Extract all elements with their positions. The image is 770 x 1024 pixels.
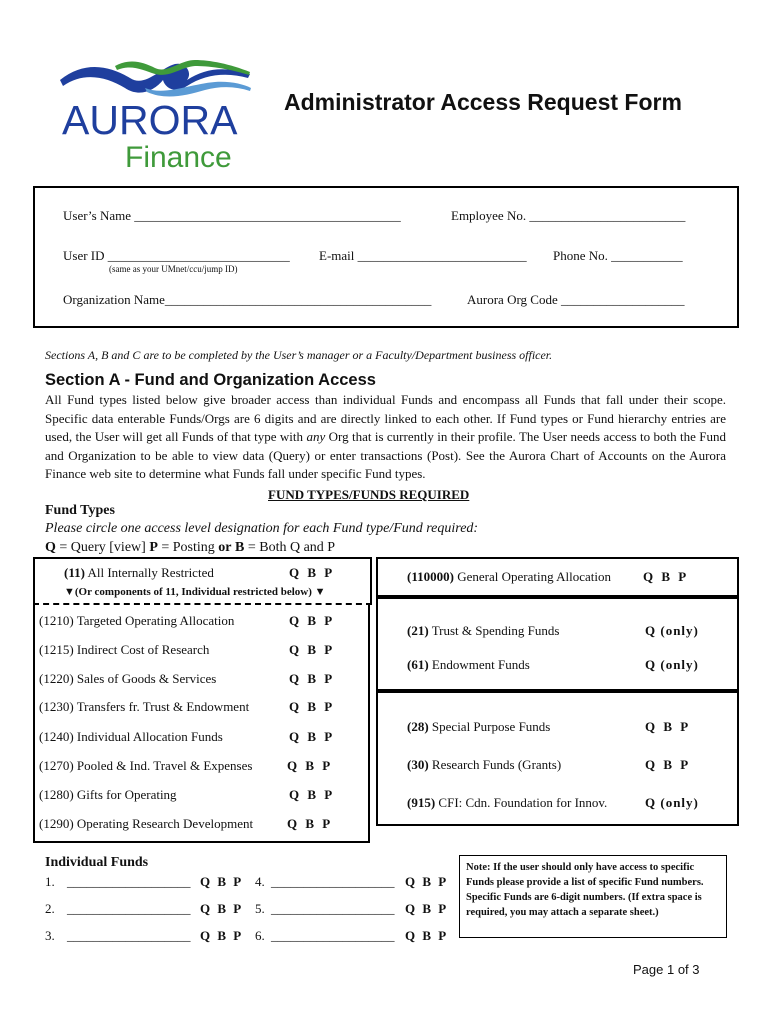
legend-q: Q: [45, 540, 56, 555]
fund-levels-915[interactable]: Q (only): [645, 795, 699, 810]
fund-name: Special Purpose Funds: [431, 719, 551, 734]
legend-q-text: = Query [view]: [55, 540, 150, 555]
fund-blank-field[interactable]: ___________________: [67, 874, 191, 889]
fund-levels-1215[interactable]: Q B P: [289, 642, 334, 657]
fund-levels[interactable]: Q B P: [200, 928, 243, 943]
fund-number-label: 2.: [45, 901, 55, 916]
restricted-row[interactable]: [64, 565, 214, 581]
fund-levels[interactable]: Q B P: [200, 874, 243, 889]
fund-row-61[interactable]: [407, 657, 530, 673]
fund-code: (28): [407, 719, 429, 734]
fund-number-label: 6.: [255, 928, 265, 943]
fund-code: (1270): [39, 758, 74, 773]
fund-levels-1220[interactable]: Q B P: [289, 671, 334, 686]
section-a-heading: Section A - Fund and Organization Access: [45, 371, 376, 389]
individual-funds-heading: Individual Funds: [45, 855, 149, 870]
phone-field[interactable]: Phone No. ___________: [553, 248, 683, 263]
page-title: Administrator Access Request Form: [284, 89, 682, 115]
fund-levels-61[interactable]: Q (only): [645, 657, 699, 672]
individual-fund-row-1[interactable]: [45, 874, 450, 892]
fund-levels[interactable]: Q B P: [405, 928, 448, 943]
fund-name: Trust & Spending Funds: [431, 623, 560, 638]
fund-types-required-heading: FUND TYPES/FUNDS REQUIRED: [268, 487, 470, 502]
fund-name: Operating Research Development: [76, 816, 254, 831]
components-note: ▼(Or components of 11, Individual restricted below) ▼: [64, 586, 326, 598]
legend-p: P: [149, 540, 158, 555]
legend-or: or: [218, 540, 232, 555]
fund-row-30[interactable]: [407, 757, 561, 773]
fund-blank-field[interactable]: ___________________: [271, 928, 395, 943]
fund-code: (21): [407, 623, 429, 638]
specific-funds-note-box: [459, 855, 727, 938]
fund-name: Targeted Operating Allocation: [76, 613, 235, 628]
fund-levels-1210[interactable]: Q B P: [289, 613, 334, 628]
individual-fund-row-2[interactable]: [45, 901, 450, 919]
legend-b-text: = Both Q and P: [244, 540, 336, 555]
sections-note: Sections A, B and C are to be completed by the User’s manager or a Faculty/Department business officer.: [45, 348, 553, 362]
fund-blank-field[interactable]: ___________________: [271, 901, 395, 916]
fund-types-label: Fund Types: [45, 503, 115, 518]
fund-name: CFI: Cdn. Foundation for Innov.: [438, 795, 608, 810]
operating-row[interactable]: [407, 569, 611, 585]
fund-code: (1220): [39, 671, 74, 686]
org-code-field[interactable]: Aurora Org Code ___________________: [467, 292, 685, 307]
restricted-code: (11): [64, 565, 85, 580]
fund-levels-1240[interactable]: Q B P: [289, 729, 334, 744]
fund-code: (30): [407, 757, 429, 772]
fund-code: (915): [407, 795, 436, 810]
fund-name: Transfers fr. Trust & Endowment: [76, 699, 250, 714]
fund-code: (1230): [39, 699, 74, 714]
fund-levels-1270[interactable]: Q B P: [287, 758, 332, 773]
fund-name: Research Funds (Grants): [431, 757, 562, 772]
operating-name: General Operating Allocation: [453, 569, 611, 584]
restricted-levels[interactable]: Q B P: [289, 565, 334, 580]
operating-code: (110000): [407, 569, 454, 584]
fund-blank-field[interactable]: ___________________: [67, 928, 191, 943]
fund-row-915[interactable]: [407, 795, 607, 811]
section-a-paragraph: [45, 391, 726, 484]
legend-b: B: [235, 540, 245, 555]
individual-fund-row-3[interactable]: [45, 928, 450, 946]
fund-name: Gifts for Operating: [76, 787, 177, 802]
fund-number-label: 3.: [45, 928, 55, 943]
access-legend: [45, 540, 335, 556]
fund-code: (1210): [39, 613, 74, 628]
fund-levels[interactable]: Q B P: [405, 901, 448, 916]
operating-levels[interactable]: Q B P: [643, 569, 688, 584]
aurora-logo: [55, 58, 255, 178]
users-name-field[interactable]: User’s Name _________________________________________: [63, 208, 401, 223]
fund-levels-30[interactable]: Q B P: [645, 757, 690, 772]
fund-code: (1290): [39, 816, 74, 831]
left-column-border: [33, 605, 370, 843]
fund-levels-1280[interactable]: Q B P: [289, 787, 334, 802]
fund-types-instruction: Please circle one access level designation for each Fund type/Fund required:: [45, 521, 479, 536]
fund-levels-1230[interactable]: Q B P: [289, 699, 334, 714]
logo-finance-text: Finance: [125, 141, 232, 174]
fund-name: Sales of Goods & Services: [76, 671, 217, 686]
fund-number-label: 1.: [45, 874, 55, 889]
fund-name: Pooled & Ind. Travel & Expenses: [76, 758, 253, 773]
employee-no-field[interactable]: Employee No. ________________________: [451, 208, 686, 223]
user-id-field[interactable]: User ID ____________________________: [63, 248, 290, 263]
fund-blank-field[interactable]: ___________________: [271, 874, 395, 889]
page-number: Page 1 of 3: [633, 962, 700, 977]
fund-levels[interactable]: Q B P: [405, 874, 448, 889]
fund-name: Endowment Funds: [431, 657, 530, 672]
logo-aurora-text: AURORA: [62, 97, 238, 143]
legend-p-text: = Posting: [157, 540, 219, 555]
fund-row-28[interactable]: [407, 719, 550, 735]
fund-levels-21[interactable]: Q (only): [645, 623, 699, 638]
fund-levels-28[interactable]: Q B P: [645, 719, 690, 734]
fund-number-label: 5.: [255, 901, 265, 916]
specific-funds-note: Note: If the user should only have access to specific Funds please provide a list of specific Fund numbers. Specific Funds are 6-digit numbers. (If extra space is required, you may attach a separate sheet.): [466, 862, 704, 918]
fund-levels[interactable]: Q B P: [200, 901, 243, 916]
user-id-note: (same as your UMnet/ccu/jump ID): [109, 264, 238, 274]
fund-blank-field[interactable]: ___________________: [67, 901, 191, 916]
restricted-name: All Internally Restricted: [84, 565, 214, 580]
section-a-text-2: Org that is currently in their profile. The User needs access to both the Fund and Organization to be able to view data (Query) or enter transactions (Post). See the Aurora Chart of Accounts on the Aurora Finance web site to determine what Funds fall under specific Fund types.: [45, 429, 727, 481]
org-name-field[interactable]: Organization Name_________________________________________: [63, 292, 432, 307]
fund-name: Individual Allocation Funds: [76, 729, 223, 744]
fund-number-label: 4.: [255, 874, 265, 889]
fund-code: (1280): [39, 787, 74, 802]
section-a-text-1: All Fund types listed below give broader access than individual Funds and encompass all Funds that fall under their scope. Specific data enterable Funds/Orgs are 6 digits and are directly linked to each other. If Fund types or Fund hierarchy entries are used, the User will get all Funds of that type with: [45, 392, 726, 444]
fund-code: (1215): [39, 642, 74, 657]
user-info-box: [33, 186, 739, 328]
fund-code: (1240): [39, 729, 74, 744]
trust-endowment-box: [376, 597, 739, 691]
section-a-text-any: any: [306, 429, 326, 444]
fund-levels-1290[interactable]: Q B P: [287, 816, 332, 831]
fund-row-21[interactable]: [407, 623, 559, 639]
fund-code: (61): [407, 657, 429, 672]
email-field[interactable]: E-mail __________________________: [319, 248, 527, 263]
fund-name: Indirect Cost of Research: [76, 642, 210, 657]
